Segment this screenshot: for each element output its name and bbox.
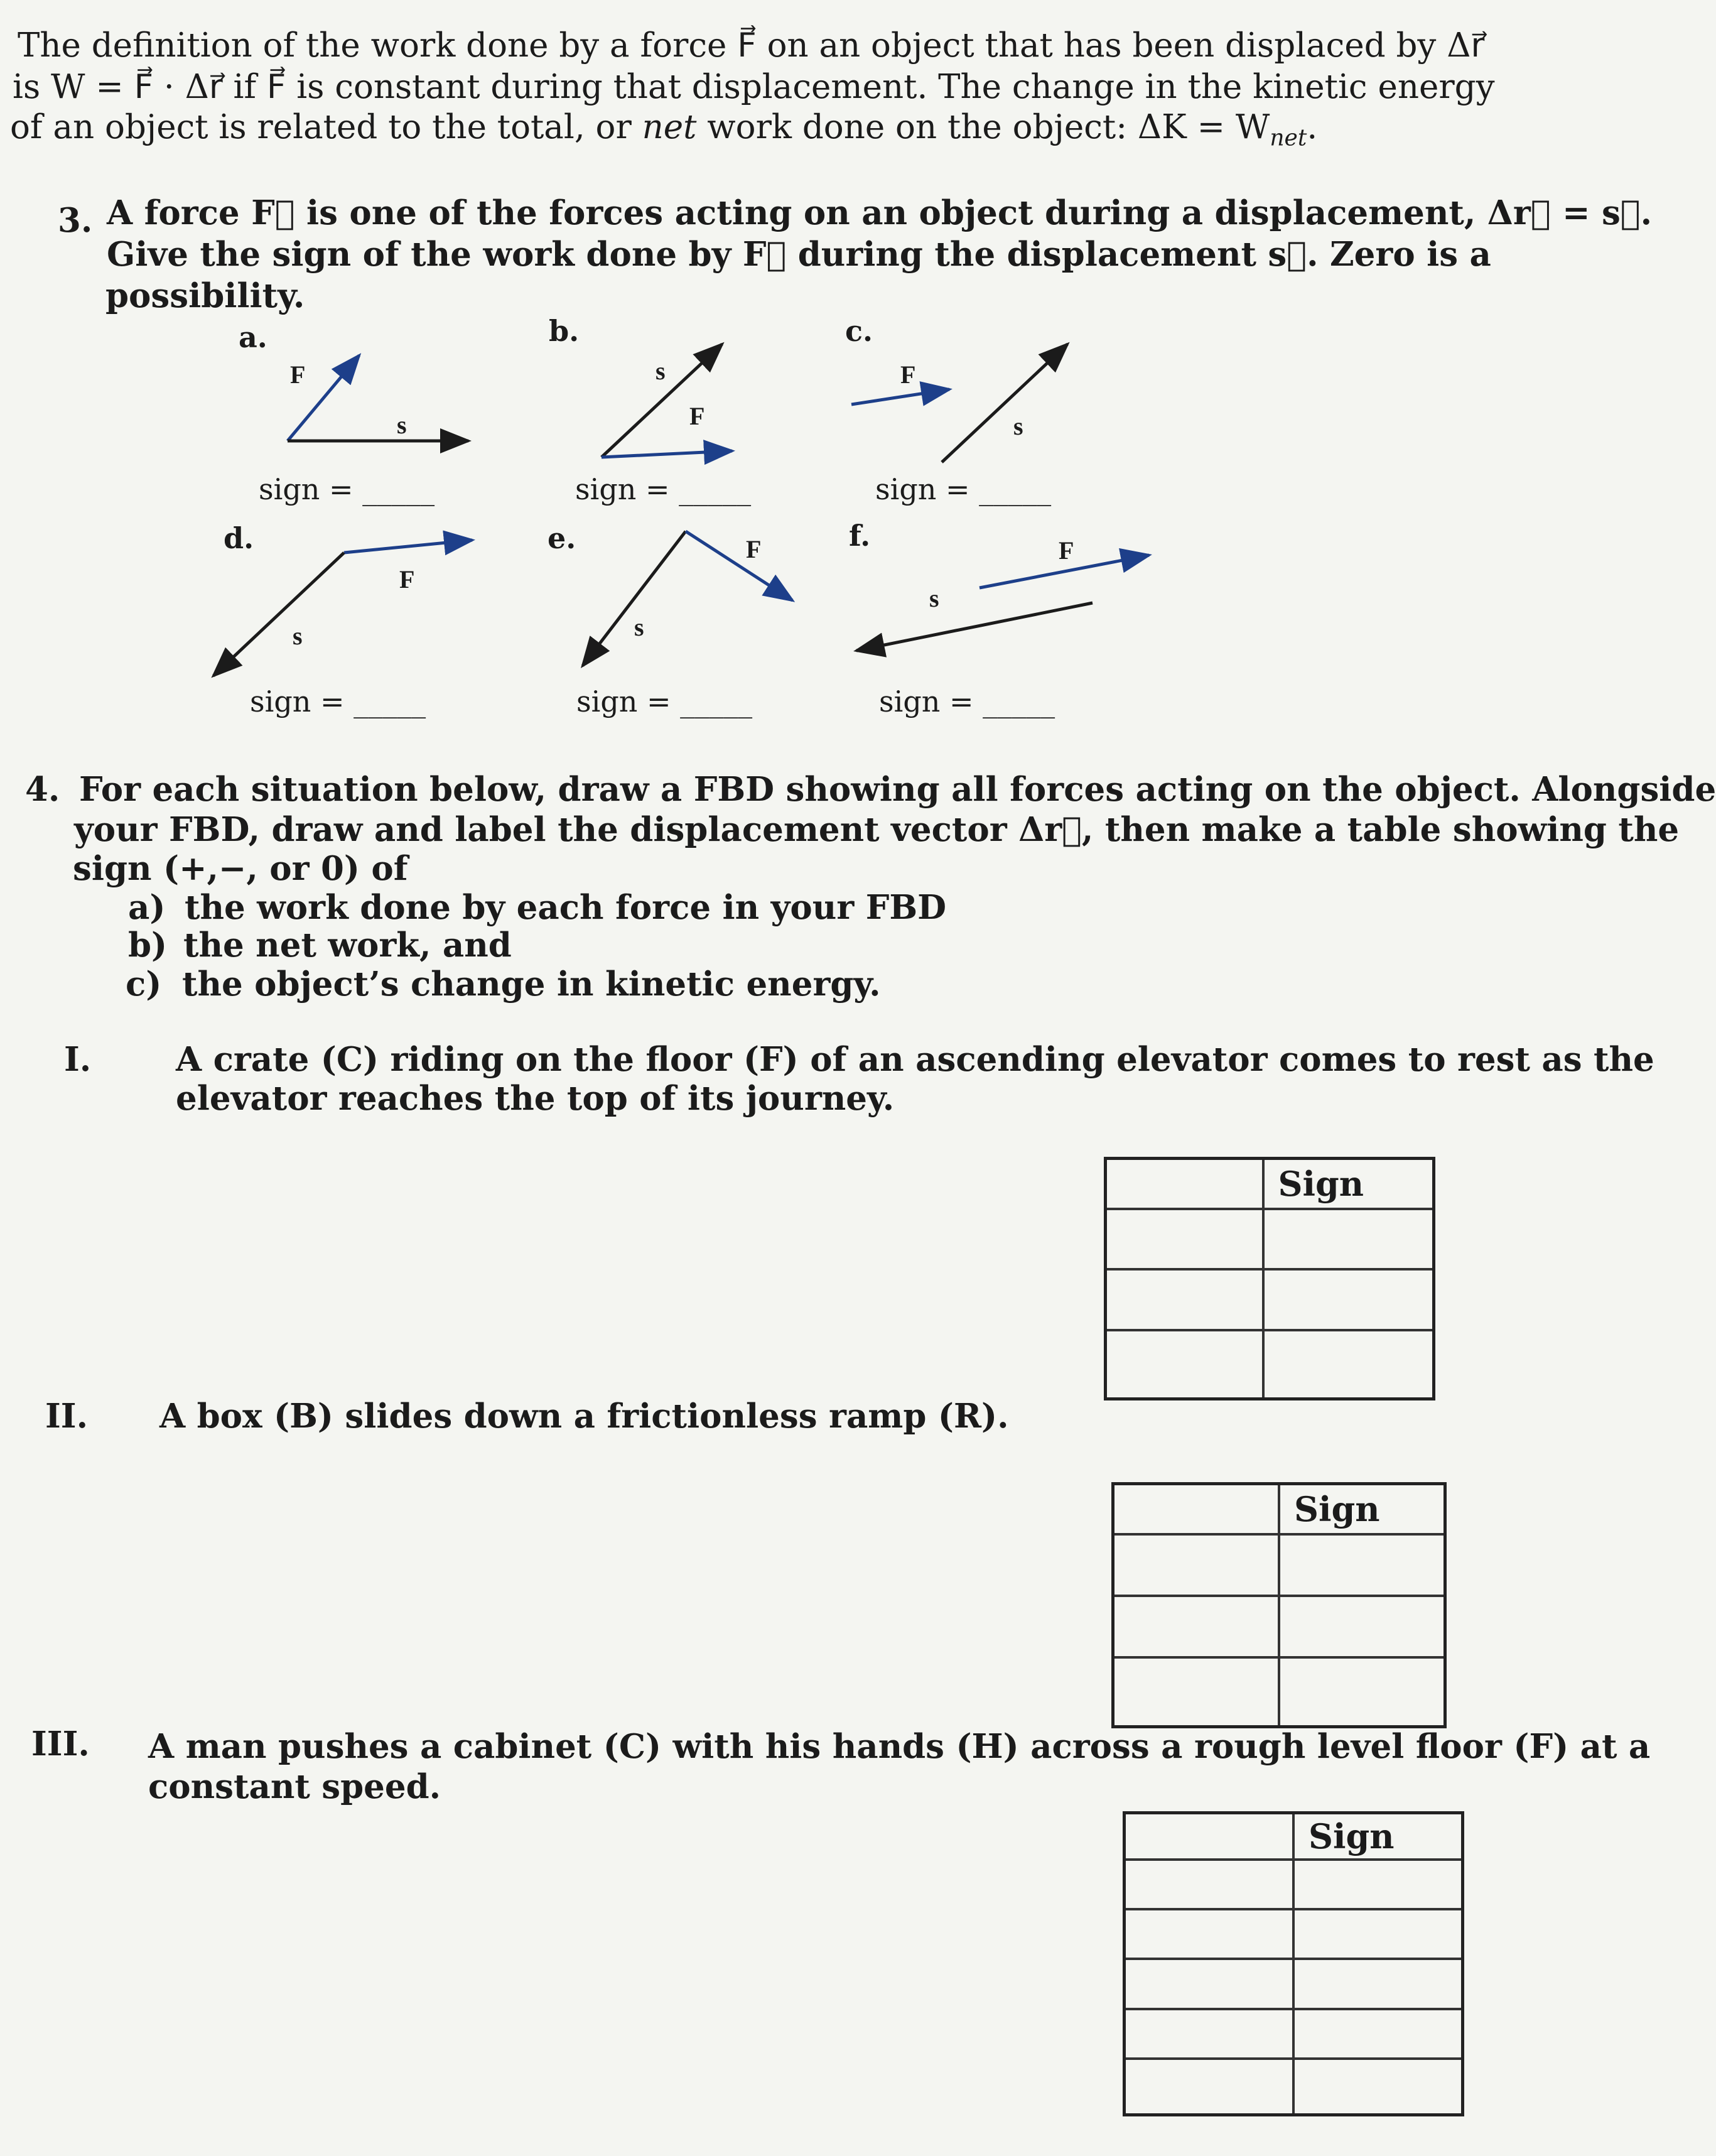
diagram-e	[583, 531, 792, 666]
part-f-label: f.	[849, 519, 871, 553]
sign-table-1-header: Sign	[1263, 1159, 1434, 1209]
sign-table-2	[1111, 1482, 1447, 1728]
diagram-e-s-arrow	[583, 531, 686, 666]
sign-table-3-cell[interactable]	[1293, 1909, 1463, 1959]
sign-table-2-cell[interactable]	[1113, 1534, 1280, 1596]
q4-item-b-label: b)	[128, 926, 168, 965]
situation-2-line-1: A box (B) slides down a frictionless ramp (R).	[159, 1397, 1009, 1436]
diagram-e-s-label: s⃗	[634, 613, 664, 641]
sign-b-blank[interactable]: sign = _____	[575, 472, 752, 506]
diagram-c-f-arrow	[851, 389, 949, 404]
diagram-f-s-arrow	[856, 603, 1093, 651]
sign-table-1-cell[interactable]	[1106, 1209, 1263, 1270]
part-d-label: d.	[224, 521, 254, 555]
sign-e-blank[interactable]: sign = _____	[576, 685, 753, 718]
intro-line-3-c: .	[1307, 108, 1318, 146]
q4-item-b-text: the net work, and	[183, 926, 512, 965]
sign-table-1-cell[interactable]	[1106, 1330, 1263, 1399]
diagram-d-s-label: s⃗	[293, 622, 322, 650]
situation-1-line-2: elevator reaches the top of its journey.	[176, 1079, 895, 1118]
q3-line-1: A force F⃗ is one of the forces acting on an object during a displacement, Δr⃗ = s⃗.	[107, 193, 1653, 232]
q4-line-2: your FBD, draw and label the displacement vector Δr⃗, then make a table showing the	[74, 810, 1680, 849]
sign-table-2-cell[interactable]	[1279, 1534, 1445, 1596]
sign-table-1	[1104, 1157, 1435, 1400]
diagram-d	[213, 540, 472, 676]
intro-line-2: is W = F⃗ · Δr⃗ if F⃗ is constant during that displacement. The change in the kinetic energy	[13, 68, 1495, 106]
sign-table-3-cell[interactable]	[1293, 1959, 1463, 2008]
intro-net-emphasis: net	[642, 108, 697, 146]
sign-table-2-cell[interactable]	[1279, 1657, 1445, 1727]
diagram-a-f-label: F⃗	[290, 360, 325, 389]
sign-table-3-cell[interactable]	[1125, 1959, 1294, 2008]
part-a-label: a.	[239, 320, 267, 354]
sign-f-blank[interactable]: sign = _____	[879, 685, 1055, 718]
q4-item-a-label: a)	[128, 888, 166, 927]
q4-line-1: For each situation below, draw a FBD showing all forces acting on the object. Alongside	[79, 770, 1716, 809]
diagram-c-f-label: F⃗	[900, 360, 936, 389]
diagram-f-f-label: F⃗	[1059, 536, 1094, 565]
sign-table-3-cell[interactable]	[1125, 1909, 1294, 1959]
diagram-d-f-label: F⃗	[399, 565, 434, 593]
sign-table-1-cell[interactable]	[1263, 1269, 1434, 1330]
diagram-b-f-label: F⃗	[689, 402, 725, 430]
sign-table-3-cell[interactable]	[1125, 2059, 1294, 2115]
q4-line-3: sign (+,−, or 0) of	[73, 849, 408, 888]
sign-d-blank[interactable]: sign = _____	[250, 685, 426, 718]
intro-line-3-b: work done on the object: ΔK = W	[696, 108, 1270, 146]
part-c-label: c.	[845, 314, 873, 348]
intro-line-3-a: of an object is related to the total, or	[10, 108, 642, 146]
q4-item-a-text: the work done by each force in your FBD	[185, 888, 947, 927]
sign-a-blank[interactable]: sign = _____	[259, 472, 435, 506]
sign-table-2-cell[interactable]	[1113, 1484, 1280, 1534]
situation-3-number: III.	[31, 1725, 90, 1763]
diagram-c-s-label: s⃗	[1013, 412, 1043, 440]
diagram-d-f-arrow	[344, 540, 472, 553]
sign-table-3-cell[interactable]	[1293, 2009, 1463, 2059]
part-e-label: e.	[548, 521, 576, 555]
diagram-b-f-arrow	[602, 451, 732, 457]
sign-table-1-cell[interactable]	[1263, 1330, 1434, 1399]
sign-table-1-cell[interactable]	[1106, 1159, 1263, 1209]
situation-2-number: II.	[45, 1397, 89, 1436]
sign-table-3-cell[interactable]	[1125, 2009, 1294, 2059]
situation-1-number: I.	[64, 1040, 92, 1079]
diagram-a	[288, 355, 468, 441]
q3-line-3: possibility.	[105, 276, 305, 315]
sign-table-3	[1123, 1811, 1464, 2116]
situation-3-line-2: constant speed.	[148, 1767, 441, 1806]
sign-table-3-cell[interactable]	[1125, 1860, 1294, 1909]
q4-number: 4.	[25, 770, 60, 809]
vector-diagrams	[0, 0, 1481, 754]
intro-line-1: The definition of the work done by a force F⃗ on an object that has been displaced by Δr⃗	[18, 26, 1485, 65]
diagram-b	[602, 344, 732, 457]
intro-net-subscript: net	[1270, 125, 1307, 151]
q4-item-c-label: c)	[126, 965, 162, 1004]
part-b-label: b.	[549, 314, 580, 348]
diagram-f-s-label: s⃗	[929, 584, 959, 612]
sign-table-3-header: Sign	[1293, 1813, 1463, 1860]
sign-table-1-cell[interactable]	[1263, 1209, 1434, 1270]
sign-table-1-cell[interactable]	[1106, 1269, 1263, 1330]
diagram-d-s-arrow	[213, 553, 344, 676]
sign-table-2-cell[interactable]	[1279, 1596, 1445, 1657]
situation-3-line-1: A man pushes a cabinet (C) with his hands (H) across a rough level floor (F) at a	[148, 1727, 1651, 1766]
sign-table-2-cell[interactable]	[1113, 1657, 1280, 1727]
q3-number: 3.	[58, 201, 93, 240]
diagram-b-s-label: s⃗	[656, 357, 685, 385]
q3-line-2: Give the sign of the work done by F⃗ during the displacement s⃗. Zero is a	[107, 235, 1491, 274]
situation-1-line-1: A crate (C) riding on the floor (F) of an ascending elevator comes to rest as the	[176, 1040, 1654, 1079]
diagram-e-f-label: F⃗	[746, 535, 781, 563]
diagram-c	[851, 344, 1067, 462]
diagram-f	[856, 536, 1149, 651]
sign-table-3-cell[interactable]	[1293, 1860, 1463, 1909]
diagram-a-s-label: s⃗	[397, 411, 426, 439]
sign-table-2-cell[interactable]	[1113, 1596, 1280, 1657]
q4-item-c-text: the object’s change in kinetic energy.	[182, 965, 881, 1004]
sign-table-3-cell[interactable]	[1125, 1813, 1294, 1860]
sign-c-blank[interactable]: sign = _____	[875, 472, 1052, 506]
sign-table-3-cell[interactable]	[1293, 2059, 1463, 2115]
diagram-c-s-arrow	[942, 344, 1067, 462]
sign-table-2-header: Sign	[1279, 1484, 1445, 1534]
